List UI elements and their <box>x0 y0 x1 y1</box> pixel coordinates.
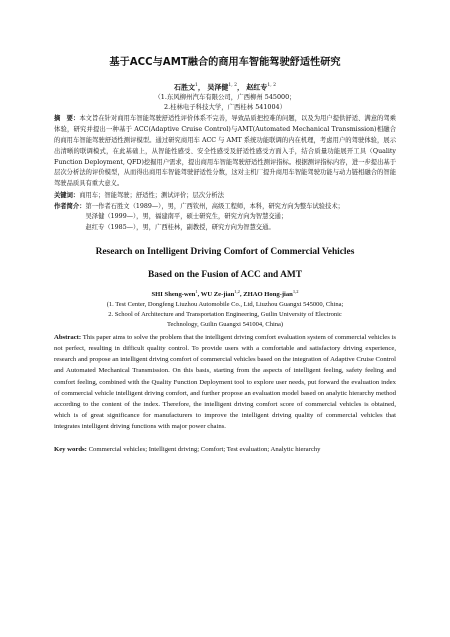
en-title-line-2: Based on the Fusion of ACC and AMT <box>148 270 302 281</box>
cn-author-name: 赵红专 <box>246 82 268 92</box>
cn-abstract-label: 摘 要： <box>54 115 80 123</box>
en-author-name: SHI Sheng-wen <box>151 291 196 299</box>
cn-bio-line: 吴泽健（1999—），男，福建南平，硕士研究生，研究方向为智慧交通； <box>85 213 288 221</box>
cn-bio-label: 作者简介： <box>54 202 86 210</box>
cn-affiliation-1: （1.东风柳州汽车有限公司，广西柳州 545000； <box>154 93 296 102</box>
cn-keywords-label: 关键词： <box>54 191 80 199</box>
en-keywords <box>54 444 396 455</box>
cn-abstract-text: 本文旨在针对商用车智能驾驶舒适性评价体系不完善，导致品质把控难的问题，以及为用户提供舒适、满意的驾乘体验，研究并提出一种基于 ACC(Adaptive Cruise Control)与AMT(Automated Mechanical Transmission)相融合的商用车智能驾驶舒适性测评模型。通过研究商用车 ACC 与 AMT 系统功能联调的内在机理，考虑用户的驾驶体验，展示出清晰的联调模式，在此基础上，从智能性感受、安全性感受及舒适性感受方面入手，结合质量功能展开工具（Quality Function Deployment, QFD)挖掘用户需求，提出商用车智能驾驶舒适性测评指标。根据测评指标内容，进一步提出基于层次分析法的评价模型，从而得出商用车智能驾驶舒适性分数，这对主机厂提升商用车智能驾驶功能与动力链相融合的智能驾驶品质具有重大意义。 <box>54 115 397 188</box>
cn-author-sup: 1 <box>195 83 198 88</box>
en-authors <box>54 287 396 300</box>
en-author-name: WU Ze-jian <box>200 291 235 299</box>
cn-author-sup: 1, 2 <box>267 83 276 88</box>
en-author-sep: , <box>197 291 201 299</box>
cn-abstract <box>54 114 396 190</box>
cn-keywords-text: 商用车；智能驾驶；舒适性；测试评价；层次分析法 <box>79 191 225 199</box>
cn-author-sup: 1, 2 <box>228 83 237 88</box>
cn-affiliation-2: 2.桂林电子科技大学，广西桂林 541004） <box>164 103 286 112</box>
cn-title: 基于ACC与AMT融合的商用车智能驾驶舒适性研究 <box>109 57 341 68</box>
cn-authors: 石胜文$^1$， 吴泽健$^{1, 2}$， 赵红专$^{1, 2}$ <box>174 82 276 92</box>
en-title-line-1: Research on Intelligent Driving Comfort of Commercial Vehicles <box>95 247 355 258</box>
en-keywords-text: Commercial vehicles; Intelligent driving; Comfort; Test evaluation; Analytic hierarchy <box>88 445 321 453</box>
en-abstract-text: This paper aims to solve the problem that the intelligent driving comfort evaluation system of commercial vehicles is not perfect, resulting in difficult quality control. To provide users with a comfortable and satisfactory driving experience, research and propose an intelligent driving comfort of commercial vehicles based on the integration of Adaptive Cruise Control and Automated Mechanical Transmission. On this basis, starting from the aspects of intelligent feeling, safety feeling and comfort feeling, combined with the Quality Function Deployment tool to explore user needs, put forward the evaluation index of commercial vehicle intelligent driving comfort, and further propose an evaluation model based on analytic hierarchy method according to the content of the index. Therefore, the intelligent driving comfort score of commercial vehicles is obtained, which is of great significance for manufacturers to improve the intelligent driving quality of commercial vehicles that integrates intelligent driving functions with major power chains. <box>54 333 396 431</box>
en-author-name: ZHAO Hong-jian <box>243 291 293 299</box>
en-author-sup: 1,2 <box>234 289 240 295</box>
cn-author-bio <box>54 202 396 234</box>
en-keywords-label: Key words: <box>54 445 87 453</box>
cn-bio-line: 赵红专（1985—），男，广西桂林，副教授，研究方向为智慧交通。 <box>85 223 275 231</box>
cn-author-name: 吴泽健 <box>207 82 229 92</box>
en-author-sep: , <box>239 291 244 299</box>
cn-bio-line: 第一作者石胜文（1989—），男，广西钦州，高级工程师，本科，研究方向为整车试验技术； <box>85 202 344 210</box>
en-affiliation-2: 2. School of Architecture and Transportation Engineering, Guilin University of Electronic <box>108 311 342 319</box>
en-affiliation-1: (1. Test Center, Dongfeng Liuzhou Automobile Co., Ltd, Liuzhou Guangxi 545000, China; <box>106 301 344 309</box>
en-affiliation-3: Technology, Guilin Guangxi 541004, China) <box>166 321 284 329</box>
en-author-sup: 1 <box>195 289 198 295</box>
cn-author-name: 石胜文 <box>174 82 196 92</box>
en-abstract-label: Abstract: <box>54 333 82 341</box>
cn-keywords <box>54 191 396 202</box>
en-author-sup: 1,2 <box>292 289 299 295</box>
en-abstract <box>54 332 396 433</box>
